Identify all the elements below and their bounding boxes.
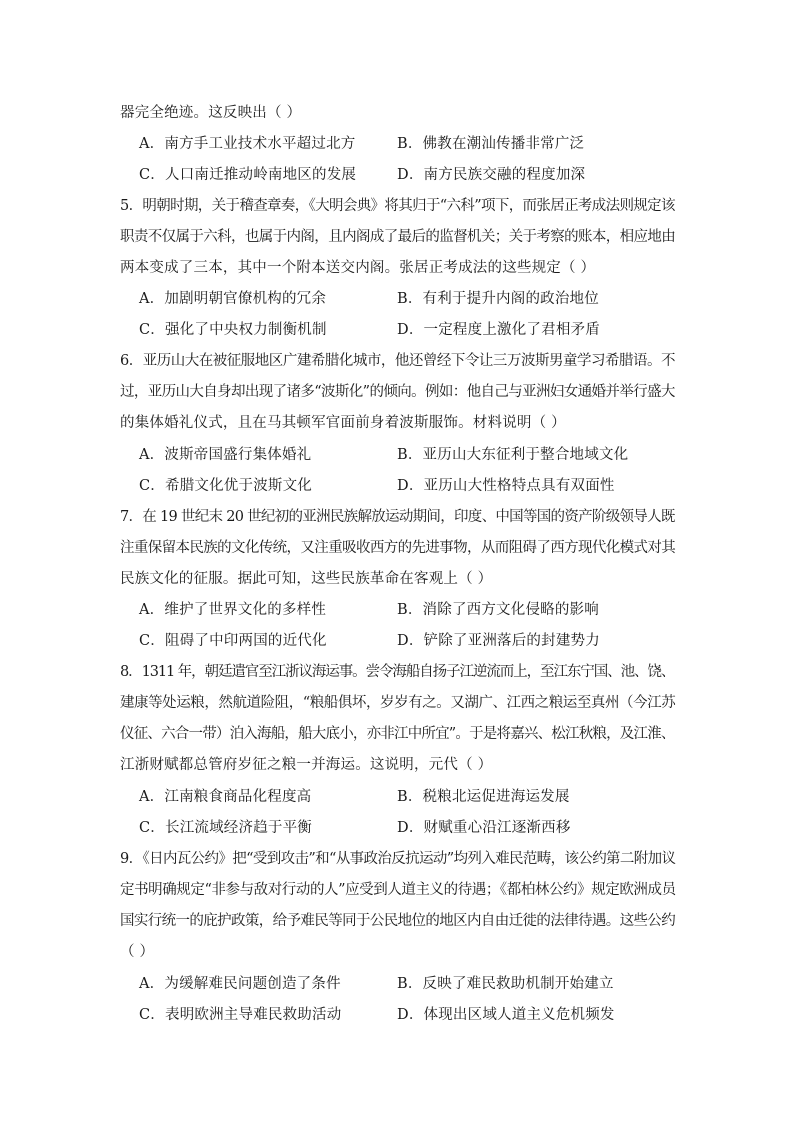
q7-option-a[interactable]: A．维护了世界文化的多样性 (139, 602, 327, 618)
q4-option-a[interactable]: A．南方手工业技术水平超过北方 (139, 136, 356, 152)
q7-stem-line2: 注重保留本民族的文化传统，又注重吸收西方的先进事物，从而阻碍了西方现代化模式对其 (120, 540, 676, 556)
q9-option-c[interactable]: C．表明欧洲主导难民救助活动 (139, 1007, 342, 1023)
q6-stem-line3: 的集体婚礼仪式，且在马其顿军官面前身着波斯服饰。材料说明（ ） (120, 415, 566, 431)
q7-option-d[interactable]: D．铲除了亚洲落后的封建势力 (397, 633, 600, 649)
q4-option-d[interactable]: D．南方民族交融的程度加深 (397, 167, 586, 183)
q6-stem-line2: 过，亚历山大自身却出现了诸多“波斯化”的倾向。例如：他自己与亚洲妇女通婚并举行盛大 (120, 384, 675, 400)
q8-stem-line2: 建康等处运粮，然航道险阻，“粮船俱坏，岁岁有之。又湖广、江西之粮运至真州（今江苏 (120, 695, 676, 711)
q8-stem-line3: 仪征、六合一带）泊入海船，船大底小，亦非江中所宜”。于是将嘉兴、松江秋粮，及江淮、 (120, 726, 675, 742)
q5-stem-line2: 职责不仅属于六科，也属于内阁，且内阁成了最后的监督机关；关于考察的账本，相应地由 (120, 229, 676, 245)
q5-stem-line1: 5．明朝时期，关于稽查章奏，《大明会典》将其归于“六科”项下，而张居正考成法则规定该 (120, 198, 675, 214)
q9-stem-line2: 定书明确规定“非参与敌对行动的人”应受到人道主义的待遇；《都柏林公约》规定欧洲成员 (120, 882, 676, 898)
q8-option-b[interactable]: B．税粮北运促进海运发展 (397, 789, 570, 805)
q9-stem-line4: （ ） (120, 944, 155, 960)
q5-option-d[interactable]: D．一定程度上激化了君相矛盾 (397, 322, 600, 338)
q9-stem-line1: 9．《日内瓦公约》把“受到攻击”和“从事政治反抗运动”均列入难民范畴，该公约第二附加议 (120, 851, 676, 867)
q4-stem-tail: 器完全绝迹。这反映出（ ） (120, 105, 302, 121)
q8-option-d[interactable]: D．财赋重心沿江逐渐西移 (397, 820, 571, 836)
q6-option-b[interactable]: B．亚历山大东征利于整合地域文化 (397, 447, 629, 463)
q8-stem-line1: 8．1311 年，朝廷遣官至江浙议海运事。尝令海船自扬子江逆流而上，至江东宁国、池、饶、 (120, 664, 675, 680)
q9-stem-line3: 国实行统一的庇护政策，给予难民等同于公民地位的地区内自由迁徙的法律待遇。这些公约 (120, 913, 676, 929)
q6-option-d[interactable]: D．亚历山大性格特点具有双面性 (397, 478, 615, 494)
q5-option-b[interactable]: B．有利于提升内阁的政治地位 (397, 291, 599, 307)
q5-stem-line3: 两本变成了三本，其中一个附本送交内阁。张居正考成法的这些规定（ ） (120, 260, 596, 276)
q8-stem-line4: 江浙财赋都总管府岁征之粮一并海运。这说明，元代（ ） (120, 757, 493, 773)
q7-stem-line3: 民族文化的征服。据此可知，这些民族革命在客观上（ ） (120, 571, 493, 587)
q7-option-b[interactable]: B．消除了西方文化侵略的影响 (397, 602, 599, 618)
q4-option-b[interactable]: B．佛教在潮汕传播非常广泛 (397, 136, 585, 152)
q9-option-a[interactable]: A．为缓解难民问题创造了条件 (139, 976, 341, 992)
q7-stem-line1: 7．在 19 世纪末 20 世纪初的亚洲民族解放运动期间，印度、中国等国的资产阶级领导人既 (120, 509, 675, 525)
q4-option-c[interactable]: C．人口南迁推动岭南地区的发展 (139, 167, 357, 183)
q6-option-a[interactable]: A．波斯帝国盛行集体婚礼 (139, 447, 312, 463)
q6-stem-line1: 6．亚历山大在被征服地区广建希腊化城市，他还曾经下令让三万波斯男童学习希腊语。不 (120, 353, 676, 369)
q5-option-a[interactable]: A．加剧明朝官僚机构的冗余 (139, 291, 327, 307)
q9-option-d[interactable]: D．体现出区域人道主义危机频发 (397, 1007, 615, 1023)
q8-option-c[interactable]: C．长江流域经济趋于平衡 (139, 820, 312, 836)
q7-option-c[interactable]: C．阻碍了中印两国的近代化 (139, 633, 327, 649)
q8-option-a[interactable]: A．江南粮食商品化程度高 (139, 789, 312, 805)
q6-option-c[interactable]: C．希腊文化优于波斯文化 (139, 478, 312, 494)
q9-option-b[interactable]: B．反映了难民救助机制开始建立 (397, 976, 614, 992)
q5-option-c[interactable]: C．强化了中央权力制衡机制 (139, 322, 327, 338)
